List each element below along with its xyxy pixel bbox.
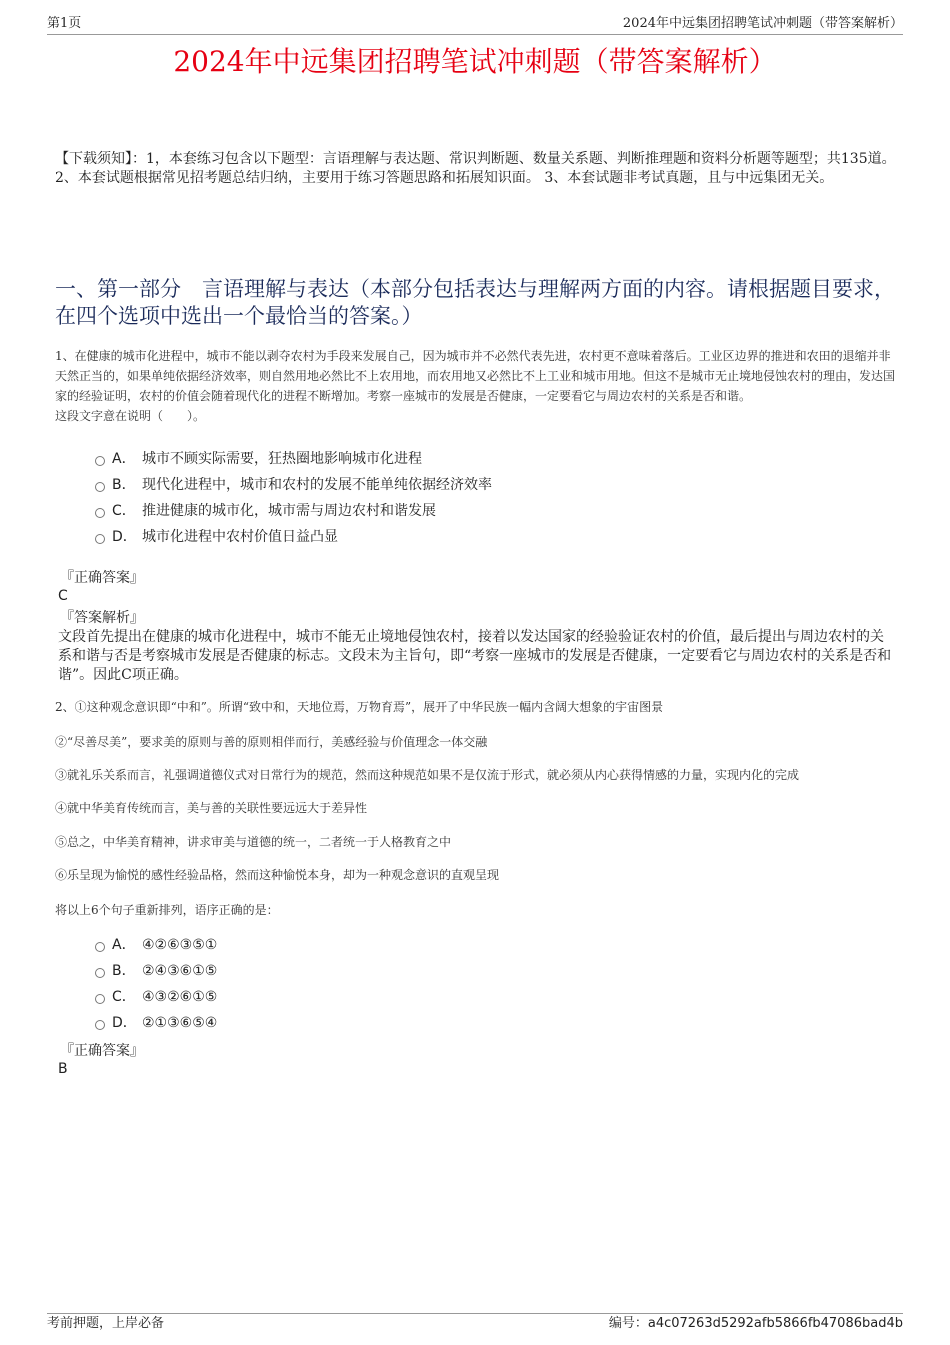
question-1-stem: [55, 346, 900, 426]
q2-sentence-5: ⑤总之，中华美育精神，讲求审美与道德的统一，二者统一于人格教育之中: [55, 835, 452, 849]
radio-icon[interactable]: [95, 942, 105, 952]
q1-option-c[interactable]: C． 推进健康的城市化，城市需与周边农村和谐发展: [95, 498, 875, 524]
radio-icon[interactable]: [95, 968, 105, 978]
q1-option-b[interactable]: B． 现代化进程中，城市和农村的发展不能单纯依据经济效率: [95, 472, 875, 498]
document-title: 2024年中远集团招聘笔试冲刺题（带答案解析）: [173, 45, 777, 78]
radio-icon[interactable]: [95, 1020, 105, 1030]
radio-icon[interactable]: [95, 456, 105, 466]
q2-sentence-2: ②“尽善尽美”，要求美的原则与善的原则相伴而行，美感经验与价值理念一体交融: [55, 735, 488, 749]
page-number: 第1页: [47, 16, 82, 31]
footer-slogan: 考前押题，上岸必备: [47, 1316, 165, 1331]
radio-icon[interactable]: [95, 508, 105, 518]
q1-option-d[interactable]: D． 城市化进程中农村价值日益凸显: [95, 524, 875, 550]
q2-answer-label: 『正确答案』: [60, 1043, 144, 1059]
q1-option-a[interactable]: A． 城市不顾实际需要，狂热圈地影响城市化进程: [95, 446, 875, 472]
q1-answer: C: [58, 588, 68, 604]
q2-prompt: 将以上6个句子重新排列，语序正确的是：: [55, 903, 279, 917]
section-heading: 一、第一部分 言语理解与表达（本部分包括表达与理解两方面的内容。请根据题目要求，在四个选项中选出一个最恰当的答案。）: [55, 277, 895, 328]
download-notice: 【下载须知】：1，本套练习包含以下题型：言语理解与表达题、常识判断题、数量关系题、判断推理题和资料分析题等题型；共135道。 2、本套试题根据常见招考题总结归纳，主要用于练习答题思路和拓展知识面。 3、本套试题非考试真题，且与中远集团无关。: [55, 151, 896, 186]
page-footer: [47, 1313, 903, 1334]
q1-analysis: 文段首先提出在健康的城市化进程中，城市不能无止境地侵蚀农村，接着以发达国家的经验验证农村的价值，最后提出与周边农村的关系和谐与否是考察城市发展是否健康的标志。文段末为主旨句，即“考察一座城市的发展是否健康，一定要看它与周边农村的关系是否和谐”。因此C项正确。: [58, 629, 892, 683]
radio-icon[interactable]: [95, 534, 105, 544]
radio-icon[interactable]: [95, 482, 105, 492]
q1-answer-label: 『正确答案』: [60, 570, 144, 586]
q2-sentence-3: ③就礼乐关系而言，礼强调道德仪式对日常行为的规范，然而这种规范如果不是仅流于形式，就必须从内心获得情感的力量，实现内化的完成: [55, 768, 800, 782]
q2-answer: B: [58, 1061, 68, 1077]
q2-sentence-4: ④就中华美育传统而言，美与善的关联性要远远大于差异性: [55, 801, 368, 815]
header-doc-title: 2024年中远集团招聘笔试冲刺题（带答案解析）: [622, 16, 903, 31]
q1-analysis-label: 『答案解析』: [60, 610, 144, 626]
q2-option-a[interactable]: A． ④②⑥③⑤①: [95, 932, 875, 958]
question-1-options: [95, 446, 875, 550]
q2-option-b[interactable]: B． ②④③⑥①⑤: [95, 958, 875, 984]
question-1-prompt: 这段文字意在说明（ ）。: [55, 409, 206, 423]
question-1-text: 1、在健康的城市化进程中，城市不能以剥夺农村为手段来发展自己，因为城市并不必然代表先进，农村更不意味着落后。工业区边界的推进和农田的退缩并非天然正当的，如果单纯依据经济效率，则自然用地必然比不上农用地，而农用地又必然比不上工业和城市用地。但这不是城市无止境地侵蚀农村的理由，发达国家的经验证明，农村的价值会随着现代化的进程不断增加。考察一座城市的发展是否健康，一定要看它与周边农村的关系是否和谐。: [55, 349, 896, 403]
q2-option-d[interactable]: D． ②①③⑥⑤④: [95, 1010, 875, 1036]
footer-code: 编号：a4c07263d5292afb5866fb47086bad4b: [608, 1316, 903, 1331]
question-2-options: [95, 932, 875, 1036]
q2-option-c[interactable]: C． ④③②⑥①⑤: [95, 984, 875, 1010]
page-header: [47, 14, 903, 35]
q2-sentence-6: ⑥乐呈现为愉悦的感性经验品格，然而这种愉悦本身，却为一种观念意识的直观呈现: [55, 868, 500, 882]
q2-sentence-1: 2、①这种观念意识即“中和”。所谓“致中和，天地位焉，万物育焉”，展开了中华民族一幅内含阔大想象的宇宙图景: [55, 700, 664, 714]
radio-icon[interactable]: [95, 994, 105, 1004]
